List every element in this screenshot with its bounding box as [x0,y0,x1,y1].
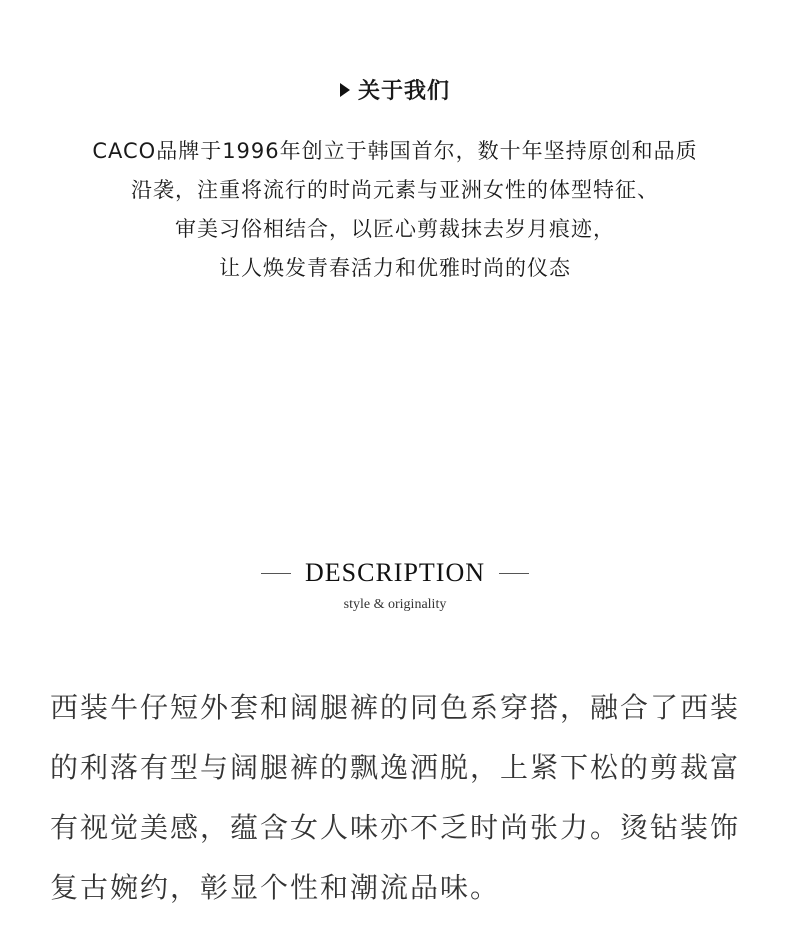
about-line: 让人焕发青春活力和优雅时尚的仪态 [219,256,571,280]
about-text [0,132,790,288]
about-line: CACO品牌于1996年创立于韩国首尔，数十年坚持原创和品质 [92,139,698,163]
about-heading-text: 关于我们 [357,79,450,104]
play-triangle-icon [340,83,350,97]
right-dash-divider [499,573,529,574]
description-subtitle: style & originality [343,597,447,612]
description-header [0,555,790,613]
description-title: DESCRIPTION [304,558,485,587]
description-line: 复古婉约，彰显个性和潮流品味。 [50,871,501,904]
description-title-row [0,555,790,591]
about-heading [0,76,790,108]
description-line: 西装牛仔短外套和阔腿裤的同色系穿搭，融合了西装 [50,691,741,724]
about-line: 沿袭，注重将流行的时尚元素与亚洲女性的体型特征、 [131,178,659,202]
description-line: 有视觉美感，蕴含女人味亦不乏时尚张力。烫钻装饰 [50,811,741,844]
left-dash-divider [261,573,291,574]
about-line: 审美习俗相结合，以匠心剪裁抹去岁月痕迹， [175,217,615,241]
description-body [50,678,760,918]
description-line: 的利落有型与阔腿裤的飘逸洒脱，上紧下松的剪裁富 [50,751,741,784]
